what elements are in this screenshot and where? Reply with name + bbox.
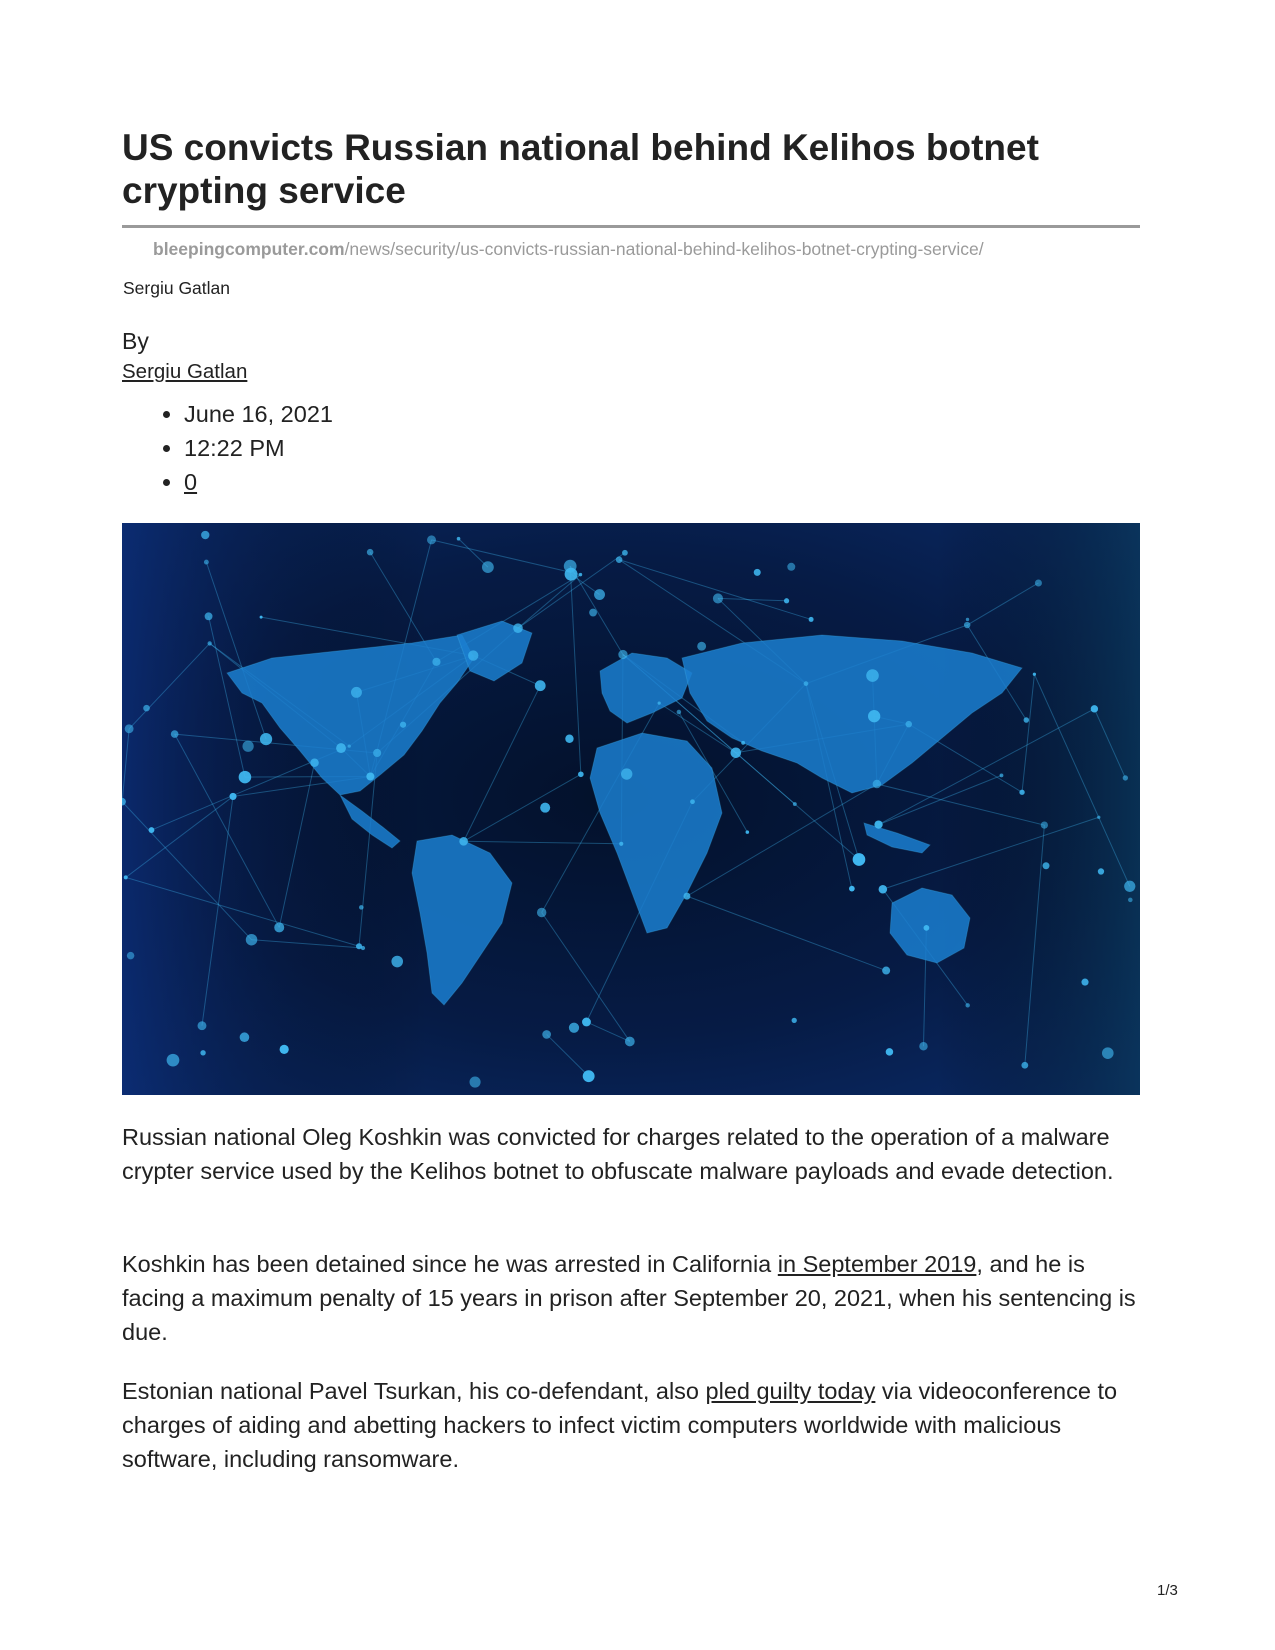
title-divider [122,225,1140,228]
page-number: 1/3 [1157,1582,1178,1599]
author-link[interactable]: Sergiu Gatlan [122,360,248,383]
url-path: /news/security/us-convicts-russian-national-behind-kelihos-botnet-crypting-service/ [344,239,984,259]
paragraph-3-after: via videoconference to charges of aiding and abetting hackers to infect victim computers worldwide with malicious software, including ransomware. [122,1378,1118,1472]
publish-date: • June 16, 2021 [184,397,333,431]
comment-count-link[interactable]: 0 [184,469,198,495]
paragraph-2-after: , and he is facing a maximum penalty of 15 years in prison after September 20, 2021, when his sentencing is due. [122,1251,1136,1345]
guilty-plea-link[interactable]: pled guilty today [705,1378,876,1404]
author-caption: Sergiu Gatlan [123,278,231,298]
arrest-link[interactable]: in September 2019 [777,1251,977,1277]
world-network-map-image [122,523,1140,1095]
by-label: By [122,328,149,354]
source-url[interactable] [153,239,984,260]
url-domain: bleepingcomputer.com [153,239,345,259]
paragraph-1-text: Russian national Oleg Koshkin was convicted for charges related to the operation of a malware crypter service used by the Kelihos botnet to obfuscate malware payloads and evade detection. [122,1124,1114,1184]
comment-count-item [184,465,333,499]
paragraph-2-before: Koshkin has been detained since he was arrested in California [122,1251,778,1277]
article-paragraph-1 [122,1120,1140,1188]
page-title: US convicts Russian national behind Kelihos botnet crypting service [122,127,1039,211]
article-paragraph-3 [122,1374,1140,1476]
article-paragraph-2 [122,1247,1140,1349]
paragraph-3-before: Estonian national Pavel Tsurkan, his co-defendant, also [122,1378,706,1404]
article-meta-list [122,397,333,499]
publish-time: • 12:22 PM [184,431,333,465]
